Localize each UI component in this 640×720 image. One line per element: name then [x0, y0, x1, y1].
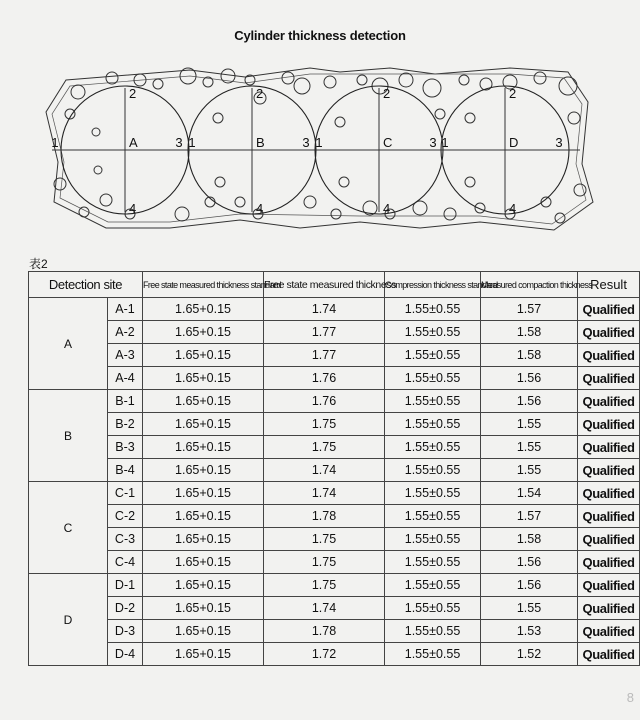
result-cell: Qualified: [578, 528, 640, 551]
compression-standard-cell: 1.55±0.55: [385, 505, 481, 528]
bolt-hole: [465, 113, 475, 123]
bolt-hole: [213, 113, 223, 123]
bolt-hole: [175, 207, 189, 221]
result-cell: Qualified: [578, 597, 640, 620]
bolt-hole: [423, 79, 441, 97]
group-label-cell: A: [29, 298, 108, 390]
table-row: [29, 367, 640, 390]
free-standard-cell: 1.65+0.15: [143, 413, 264, 436]
header-compaction-measured: Measured compaction thickness: [481, 272, 578, 298]
result-cell: Qualified: [578, 574, 640, 597]
point-4-label: 4: [256, 201, 264, 216]
compaction-measured-cell: 1.53: [481, 620, 578, 643]
point-3-label: 3: [429, 135, 437, 150]
compaction-measured-cell: 1.58: [481, 528, 578, 551]
point-1-label: 1: [441, 135, 449, 150]
compression-standard-cell: 1.55±0.55: [385, 413, 481, 436]
bolt-hole: [235, 197, 245, 207]
bolt-hole: [339, 177, 349, 187]
table-row: [29, 505, 640, 528]
bolt-hole: [465, 177, 475, 187]
free-measured-cell: 1.75: [264, 551, 385, 574]
header-result: Result: [578, 272, 640, 298]
free-standard-cell: 1.65+0.15: [143, 528, 264, 551]
page-title: Cylinder thickness detection: [234, 28, 406, 43]
free-standard-cell: 1.65+0.15: [143, 459, 264, 482]
compaction-measured-cell: 1.52: [481, 643, 578, 666]
table-caption: 表2: [29, 257, 48, 271]
bolt-hole: [92, 128, 100, 136]
compression-standard-cell: 1.55±0.55: [385, 321, 481, 344]
point-cell: A-2: [108, 321, 143, 344]
free-measured-cell: 1.76: [264, 390, 385, 413]
table-row: [29, 528, 640, 551]
compaction-measured-cell: 1.58: [481, 344, 578, 367]
free-standard-cell: 1.65+0.15: [143, 620, 264, 643]
table-row: [29, 459, 640, 482]
compaction-measured-cell: 1.57: [481, 298, 578, 321]
point-4-label: 4: [383, 201, 391, 216]
result-cell: Qualified: [578, 344, 640, 367]
compression-standard-cell: 1.55±0.55: [385, 390, 481, 413]
free-measured-cell: 1.78: [264, 620, 385, 643]
result-cell: Qualified: [578, 390, 640, 413]
compression-standard-cell: 1.55±0.55: [385, 620, 481, 643]
compaction-measured-cell: 1.56: [481, 390, 578, 413]
point-1-label: 1: [51, 135, 59, 150]
result-cell: Qualified: [578, 413, 640, 436]
free-measured-cell: 1.75: [264, 574, 385, 597]
table-row: [29, 344, 640, 367]
compaction-measured-cell: 1.57: [481, 505, 578, 528]
point-cell: C-2: [108, 505, 143, 528]
compression-standard-cell: 1.55±0.55: [385, 459, 481, 482]
result-cell: Qualified: [578, 436, 640, 459]
free-measured-cell: 1.76: [264, 367, 385, 390]
point-cell: B-1: [108, 390, 143, 413]
free-standard-cell: 1.65+0.15: [143, 482, 264, 505]
result-cell: Qualified: [578, 620, 640, 643]
compaction-measured-cell: 1.55: [481, 413, 578, 436]
cylinder-d: [441, 86, 569, 216]
bolt-hole: [304, 196, 316, 208]
point-cell: A-4: [108, 367, 143, 390]
free-measured-cell: 1.78: [264, 505, 385, 528]
cylinder-b: [188, 86, 316, 216]
point-2-label: 2: [383, 86, 391, 101]
point-1-label: 1: [315, 135, 323, 150]
compression-standard-cell: 1.55±0.55: [385, 597, 481, 620]
header-free-measured: Free state measured thickness: [264, 272, 385, 298]
cylinder-letter-label: C: [383, 135, 393, 150]
thickness-table: [28, 271, 640, 666]
point-cell: D-3: [108, 620, 143, 643]
compression-standard-cell: 1.55±0.55: [385, 367, 481, 390]
bolt-hole: [399, 73, 413, 87]
point-cell: D-1: [108, 574, 143, 597]
bolt-hole: [331, 209, 341, 219]
free-standard-cell: 1.65+0.15: [143, 298, 264, 321]
bolt-hole: [534, 72, 546, 84]
point-4-label: 4: [509, 201, 517, 216]
compaction-measured-cell: 1.54: [481, 482, 578, 505]
cylinder-letter-label: A: [129, 135, 138, 150]
bolt-hole: [282, 72, 294, 84]
compaction-measured-cell: 1.58: [481, 321, 578, 344]
cylinder-letter-label: D: [509, 135, 519, 150]
free-measured-cell: 1.74: [264, 459, 385, 482]
point-cell: C-4: [108, 551, 143, 574]
compression-standard-cell: 1.55±0.55: [385, 528, 481, 551]
compression-standard-cell: 1.55±0.55: [385, 482, 481, 505]
bolt-hole: [324, 76, 336, 88]
bolt-hole: [100, 194, 112, 206]
free-standard-cell: 1.65+0.15: [143, 643, 264, 666]
bolt-hole: [357, 75, 367, 85]
compaction-measured-cell: 1.56: [481, 574, 578, 597]
bolt-hole: [459, 75, 469, 85]
result-cell: Qualified: [578, 298, 640, 321]
free-standard-cell: 1.65+0.15: [143, 436, 264, 459]
point-3-label: 3: [175, 135, 183, 150]
point-cell: C-1: [108, 482, 143, 505]
table-row: [29, 482, 640, 505]
point-cell: B-3: [108, 436, 143, 459]
bolt-hole: [559, 77, 577, 95]
group-label-cell: D: [29, 574, 108, 666]
point-2-label: 2: [256, 86, 264, 101]
point-cell: A-1: [108, 298, 143, 321]
result-cell: Qualified: [578, 321, 640, 344]
free-measured-cell: 1.75: [264, 528, 385, 551]
free-standard-cell: 1.65+0.15: [143, 597, 264, 620]
table-row: [29, 413, 640, 436]
compression-standard-cell: 1.55±0.55: [385, 551, 481, 574]
free-measured-cell: 1.74: [264, 482, 385, 505]
point-2-label: 2: [509, 86, 517, 101]
table-row: [29, 298, 640, 321]
free-standard-cell: 1.65+0.15: [143, 551, 264, 574]
header-compression-standard: Compression thickness standard: [385, 272, 481, 298]
free-measured-cell: 1.77: [264, 321, 385, 344]
point-cell: B-2: [108, 413, 143, 436]
result-cell: Qualified: [578, 459, 640, 482]
bolt-hole: [294, 78, 310, 94]
compression-standard-cell: 1.55±0.55: [385, 344, 481, 367]
free-standard-cell: 1.65+0.15: [143, 505, 264, 528]
point-cell: D-4: [108, 643, 143, 666]
bolt-hole: [574, 184, 586, 196]
bolt-hole: [335, 117, 345, 127]
free-measured-cell: 1.74: [264, 298, 385, 321]
compaction-measured-cell: 1.55: [481, 436, 578, 459]
free-measured-cell: 1.75: [264, 436, 385, 459]
compaction-measured-cell: 1.56: [481, 551, 578, 574]
point-4-label: 4: [129, 201, 137, 216]
result-cell: Qualified: [578, 367, 640, 390]
free-standard-cell: 1.65+0.15: [143, 321, 264, 344]
table-row: [29, 551, 640, 574]
bolt-hole: [215, 177, 225, 187]
free-measured-cell: 1.72: [264, 643, 385, 666]
point-cell: B-4: [108, 459, 143, 482]
table-row: [29, 390, 640, 413]
compaction-measured-cell: 1.56: [481, 367, 578, 390]
free-measured-cell: 1.74: [264, 597, 385, 620]
point-cell: C-3: [108, 528, 143, 551]
table-row: [29, 574, 640, 597]
free-standard-cell: 1.65+0.15: [143, 390, 264, 413]
header-detection-site: Detection site: [29, 272, 143, 298]
group-label-cell: B: [29, 390, 108, 482]
point-3-label: 3: [302, 135, 310, 150]
bolt-hole: [475, 203, 485, 213]
result-cell: Qualified: [578, 505, 640, 528]
table-header-row: [29, 272, 640, 298]
compression-standard-cell: 1.55±0.55: [385, 298, 481, 321]
table-row: [29, 436, 640, 459]
bolt-hole: [94, 166, 102, 174]
bolt-hole: [153, 79, 163, 89]
compression-standard-cell: 1.55±0.55: [385, 643, 481, 666]
bolt-hole: [71, 85, 85, 99]
table-row: [29, 597, 640, 620]
cylinder-c: [315, 86, 443, 216]
table-row: [29, 620, 640, 643]
point-1-label: 1: [188, 135, 196, 150]
bolt-hole: [568, 112, 580, 124]
result-cell: Qualified: [578, 482, 640, 505]
free-measured-cell: 1.77: [264, 344, 385, 367]
gasket-diagram: [40, 62, 600, 238]
compaction-measured-cell: 1.55: [481, 459, 578, 482]
free-measured-cell: 1.75: [264, 413, 385, 436]
header-free-standard: Free state measured thickness standard: [143, 272, 264, 298]
table-row: [29, 321, 640, 344]
result-cell: Qualified: [578, 551, 640, 574]
point-2-label: 2: [129, 86, 137, 101]
result-cell: Qualified: [578, 643, 640, 666]
page-number: 8: [626, 690, 634, 705]
point-cell: A-3: [108, 344, 143, 367]
point-cell: D-2: [108, 597, 143, 620]
group-label-cell: C: [29, 482, 108, 574]
cylinder-a: [51, 86, 189, 216]
free-standard-cell: 1.65+0.15: [143, 574, 264, 597]
compaction-measured-cell: 1.55: [481, 597, 578, 620]
point-3-label: 3: [555, 135, 563, 150]
compression-standard-cell: 1.55±0.55: [385, 574, 481, 597]
bolt-hole: [444, 208, 456, 220]
free-standard-cell: 1.65+0.15: [143, 344, 264, 367]
table-row: [29, 643, 640, 666]
cylinder-letter-label: B: [256, 135, 265, 150]
compression-standard-cell: 1.55±0.55: [385, 436, 481, 459]
bolt-hole: [435, 109, 445, 119]
free-standard-cell: 1.65+0.15: [143, 367, 264, 390]
